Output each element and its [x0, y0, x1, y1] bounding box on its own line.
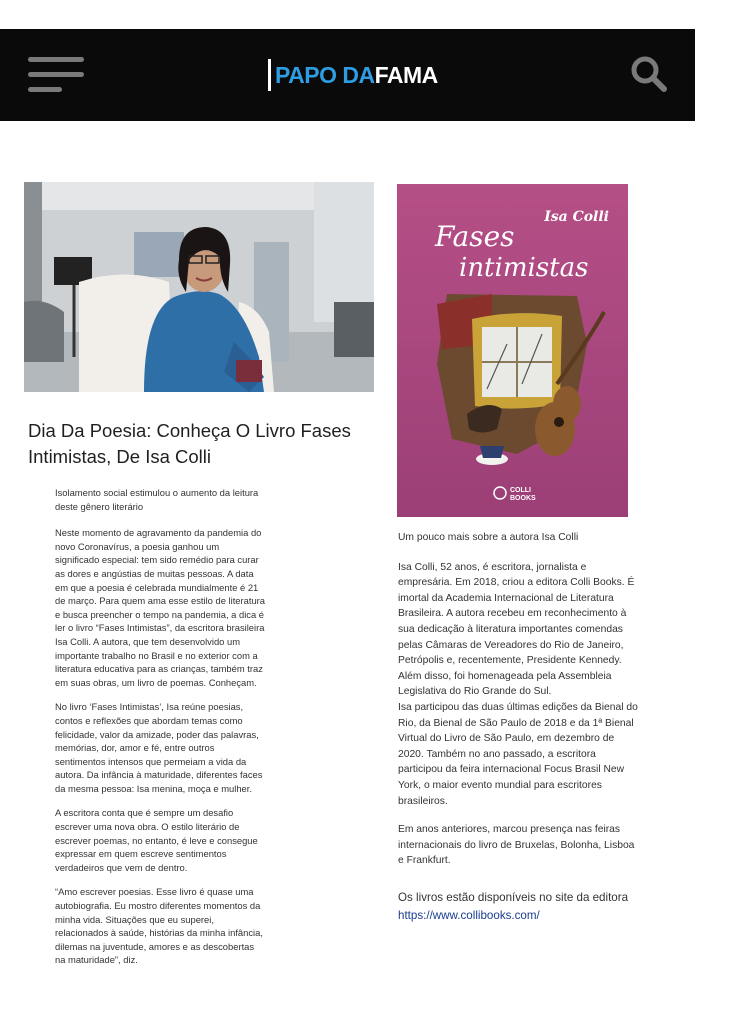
article-paragraph: “Amo escrever poesias. Esse livro é quase uma autobiografia. Eu mostro diferentes momentos da minha vida. Situações que eu superei, relacionados à saúde, histórias da minha infância, dilemas na juventude, amores e as descobertas na maturidade”, diz.: [55, 886, 263, 966]
site-header: [0, 29, 695, 121]
article-subtitle: Isolamento social estimulou o aumento da leitura deste gênero literário: [55, 487, 259, 512]
cover-publisher-line1: COLLI: [510, 487, 531, 494]
logo-part-1: PAPO DA: [275, 62, 375, 88]
cover-publisher-line2: BOOKS: [510, 495, 536, 502]
availability-text: [398, 889, 638, 925]
site-logo[interactable]: [268, 59, 438, 91]
author-info: [398, 530, 638, 938]
article-body: [55, 486, 265, 978]
article-paragraph: Neste momento de agravamento da pandemia do novo Coronavírus, a poesia ganhou um significado especial: tem sido remédio para curar as dores e angústias de muitas pessoas. A data em que a poesia é celebrada mundialmente é 21 de março. Para quem ama esse estilo de literatura e busca preencher o tempo na pandemia, a dica é ler o livro “Fases Intimistas”, da escritora brasileira Isa Colli. A autora, que tem desenvolvido um importante trabalho no Brasil e no exterior com a literatura educativa para as crianças, também traz em suas obras, um livro de poemas. Conheçam.: [55, 527, 265, 688]
hamburger-menu-icon[interactable]: [28, 57, 84, 93]
logo-part-2: FAMA: [374, 62, 438, 88]
cover-title-line1: Fases: [435, 220, 515, 253]
publisher-link[interactable]: https://www.collibooks.com/: [398, 908, 540, 922]
author-photo: [24, 182, 374, 392]
availability-label: Os livros estão disponíveis no site da editora: [398, 890, 629, 904]
cover-caption: Um pouco mais sobre a autora Isa Colli: [398, 532, 579, 543]
cover-author: Isa Colli: [544, 209, 609, 225]
author-paragraph: Isa participou das duas últimas edições da Bienal do Rio, da Bienal de São Paulo de 2018 e da 1ª Bienal Virtual do Livro de São Paulo, em dezembro de 2020. Também no ano passado, a escritora participou da feira internacional Focus Brasil New York, o maior evento mundial para escritores brasileiros.: [398, 701, 638, 807]
article-title: Dia Da Poesia: Conheça O Livro Fases Intimistas, De Isa Colli: [28, 420, 351, 467]
article-paragraph: No livro ‘Fases Intimistas’, Isa reúne poesias, contos e reflexões que abordam temas como felicidade, valor da amizade, poder das palavras, memórias, dor, amor e fé, entre outros sentimentos intensos que permeiam a vida da autora. Da infância à maturidade, diferentes faces da mesma pessoa: Isa menina, moça e mulher.: [55, 701, 263, 794]
article-paragraph: A escritora conta que é sempre um desafio escrever uma nova obra. O estilo literário de escrever poemas, no entanto, é leve e consegue expressar em quem escreve sentimentos verdadeiros que vem de dentro.: [55, 807, 258, 873]
search-icon[interactable]: [630, 55, 668, 93]
cover-title-line2: intimistas: [459, 253, 589, 283]
author-paragraph: Isa Colli, 52 anos, é escritora, jornalista e empresária. Em 2018, criou a editora Colli Books. É imortal da Academia Internacional de Literatura Brasileira. A autora recebeu em reconhecimento à sua dedicação à literatura importantes comendas pelas Câmaras de Vereadores do Rio de Janeiro, Petrópolis e, recentemente, Presidente Kennedy. Além disso, foi homenageada pela Assembleia Legislativa do Rio Grande do Sul.: [398, 561, 635, 698]
book-cover: [397, 184, 628, 517]
author-paragraph: Em anos anteriores, marcou presença nas feiras internacionais do livro de Bruxelas, Bolonha, Lisboa e Frankfurt.: [398, 824, 635, 867]
